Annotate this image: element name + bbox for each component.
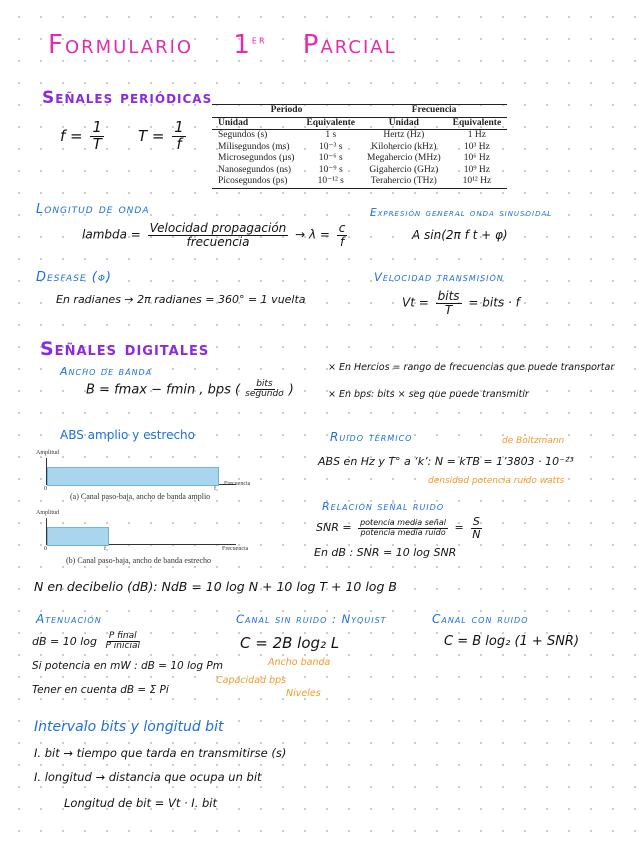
- plot-wide-ylabel: Amplitud: [36, 450, 60, 456]
- abs-heading: ABS amplio y estrecho: [60, 428, 195, 442]
- table-header: Equivalente: [447, 117, 508, 130]
- title-main: Formulario: [48, 30, 194, 60]
- plot-narrow-zero: 0: [44, 546, 47, 552]
- periodic-heading: Señales periódicas: [42, 88, 213, 108]
- attenuation-lhs: dB = 10 log: [32, 634, 98, 648]
- phase-text: En radianes → 2π radianes = 360° = 1 vuelta: [56, 293, 306, 306]
- table-row: [212, 165, 507, 177]
- attenuation-heading: Atenuación: [36, 612, 102, 626]
- table-cell: 10⁻⁹ s: [318, 164, 343, 175]
- formula-f: [60, 120, 107, 153]
- bandwidth-note-bps: × En bps: bits × seg que puede transmitir: [328, 389, 529, 400]
- wavelength-den2: f: [339, 234, 345, 249]
- plot-wide-band: [47, 467, 219, 486]
- attenuation-sum: Tener en cuenta dB = Σ Pi: [32, 684, 169, 696]
- table-cell: Megahercio (MHz): [367, 153, 441, 163]
- wavelength-num: Velocidad propagación: [149, 221, 287, 235]
- title-rest: Parcial: [302, 30, 397, 60]
- snr-db: En dB : SNR = 10 log SNR: [314, 546, 457, 559]
- bandwidth-text: B = fmax − fmin , bps: [86, 382, 231, 398]
- plot-wide-xlabel: Frecuencia: [224, 481, 251, 487]
- snr-den2: N: [472, 527, 481, 541]
- plot-wide-zero: 0: [44, 486, 47, 492]
- snr-eq: =: [454, 521, 464, 535]
- noise-db-formula: N en decibelio (dB): NdB = 10 log N + 10 log T + 10 log B: [34, 579, 397, 594]
- speed-formula: [402, 290, 520, 316]
- snr-formula: [316, 516, 485, 540]
- attenuation-mw: Si potencia en mW : dB = 10 log Pm: [32, 660, 223, 672]
- shannon-heading: Canal con ruido: [432, 612, 529, 626]
- table-cell: 10⁻¹² s: [300, 176, 361, 188]
- phase-heading: Desfase (φ): [36, 270, 112, 285]
- speed-lhs: Vt =: [402, 295, 429, 310]
- bit-length-formula: Longitud de bit = Vt · I. bit: [64, 796, 218, 810]
- density-label: densidad potencia ruido watts: [428, 476, 565, 486]
- formula-f-num: 1: [92, 118, 102, 136]
- table-cell: 10³ Hz: [463, 141, 490, 152]
- wavelength-lhs: lambda =: [82, 227, 141, 242]
- bandwidth-heading: Ancho de banda: [60, 365, 153, 378]
- nyquist-label-bandwidth: Ancho banda: [268, 657, 331, 668]
- table-row: [212, 153, 507, 165]
- interval-bit: I. bit → tiempo que tarda en transmitirse (s): [34, 746, 287, 760]
- table-cell: 10⁶ Hz: [463, 153, 491, 163]
- digital-heading: Señales digitales: [40, 338, 210, 360]
- table-group-period: Periodo: [212, 105, 361, 118]
- bandwidth-den: segundo: [245, 389, 284, 400]
- table-cell: Hertz (Hz): [383, 130, 425, 140]
- table-row: [212, 176, 507, 188]
- speed-rhs: = bits · f: [468, 295, 520, 310]
- table-header: Unidad: [361, 117, 447, 130]
- snr-num2: S: [472, 515, 480, 528]
- thermal-formula: ABS en Hz y T° a ‘k’: N = kTB = 1’3803 · 10⁻²³: [318, 455, 574, 468]
- table-cell: 10⁹ Hz: [463, 164, 491, 175]
- thermal-heading: Ruido térmico: [330, 430, 413, 444]
- boltzmann-label: de Boltzmann: [502, 436, 565, 446]
- sinusoid-heading: Expresión general onda sinusoidal: [370, 207, 553, 219]
- table-cell: Microsegundos (µs): [218, 153, 295, 163]
- speed-num: bits: [437, 289, 460, 303]
- wavelength-num2: c: [338, 221, 346, 235]
- table-header: Equivalente: [300, 117, 361, 130]
- formula-t-num: 1: [174, 118, 184, 136]
- snr-lhs: SNR =: [316, 521, 352, 535]
- wavelength-den: frecuencia: [186, 234, 250, 249]
- interval-heading: Intervalo bits y longitud bit: [34, 719, 224, 735]
- table-cell: Nanosegundos (ns): [218, 164, 292, 175]
- sinusoid-formula: A sin(2π f t + φ): [412, 228, 508, 242]
- plot-wide: [36, 450, 256, 490]
- table-cell: Milisegundos (ms): [218, 141, 290, 152]
- formula-t-lhs: T =: [138, 126, 165, 145]
- snr-den: potencia media ruido: [360, 527, 446, 537]
- plot-narrow: [36, 510, 256, 550]
- bandwidth-note-hz: × En Hercios = rango de frecuencias que puede transportar: [328, 362, 615, 373]
- attenuation-den: P inicial: [105, 641, 140, 652]
- table-row: [212, 130, 507, 142]
- wavelength-formula: [82, 222, 350, 248]
- plot-wide-f1: f₁: [214, 486, 219, 492]
- plot-narrow-ylabel: Amplitud: [36, 510, 60, 516]
- table-cell: 1 s: [325, 130, 337, 140]
- nyquist-heading: Canal sin ruido : Nyquist: [236, 612, 387, 626]
- table-cell: Segundos (s): [218, 130, 268, 140]
- title-sup: er: [251, 32, 267, 47]
- formula-t-den: f: [176, 134, 182, 153]
- table-header: Unidad: [212, 117, 300, 130]
- shannon-formula: C = B log₂ (1 + SNR): [444, 634, 580, 649]
- table-cell: Picosegundos (ps): [212, 176, 300, 188]
- table-cell: 10⁻³ s: [319, 141, 343, 152]
- formula-f-lhs: f =: [60, 126, 83, 145]
- speed-den: T: [444, 302, 453, 317]
- table-cell: Terahercio (THz): [361, 176, 447, 188]
- table-cell: 1 Hz: [467, 130, 486, 140]
- title-number: 1: [233, 30, 252, 60]
- formula-f-den: T: [92, 134, 102, 153]
- caption-narrow: (b) Canal paso-baja, ancho de banda estrecho: [66, 556, 212, 565]
- nyquist-label-capacity: Capacidad bps: [216, 675, 287, 686]
- table-row: [212, 142, 507, 154]
- table-cell: Gigahercio (GHz): [369, 164, 439, 175]
- table-cell: Kilohercio (kHz): [371, 141, 437, 152]
- table-group-frequency: Frecuencia: [361, 105, 507, 118]
- plot-narrow-f1: f₁: [104, 546, 109, 552]
- formula-t: [138, 120, 189, 153]
- caption-wide: (a) Canal paso-baja, ancho de banda amplio: [70, 492, 211, 501]
- wavelength-arrow: → λ =: [295, 227, 330, 242]
- attenuation-formula: [32, 632, 145, 652]
- page-title: [48, 30, 397, 60]
- snr-heading: Relación señal ruido: [322, 500, 445, 513]
- table-cell: 10¹² Hz: [447, 176, 508, 188]
- interval-length: I. longitud → distancia que ocupa un bit: [34, 770, 262, 784]
- period-frequency-table: [212, 104, 507, 189]
- bandwidth-formula: B = fmax − fmin , bps ( $\frac{\text{bits}}{\text{segundo}}$ ): [86, 379, 294, 400]
- nyquist-label-levels: Niveles: [286, 688, 321, 699]
- nyquist-formula: C = 2B log₂ L: [240, 634, 340, 652]
- attenuation-num: P final: [108, 631, 137, 641]
- bandwidth-num: bits: [256, 379, 273, 389]
- wavelength-heading: Longitud de onda: [36, 202, 150, 217]
- snr-num: potencia media señal: [360, 518, 446, 528]
- table-cell: 10⁻⁶ s: [318, 153, 343, 163]
- plot-narrow-band: [47, 527, 109, 546]
- speed-heading: Velocidad transmisión: [374, 270, 504, 284]
- plot-narrow-xlabel: Frecuencia: [222, 546, 249, 552]
